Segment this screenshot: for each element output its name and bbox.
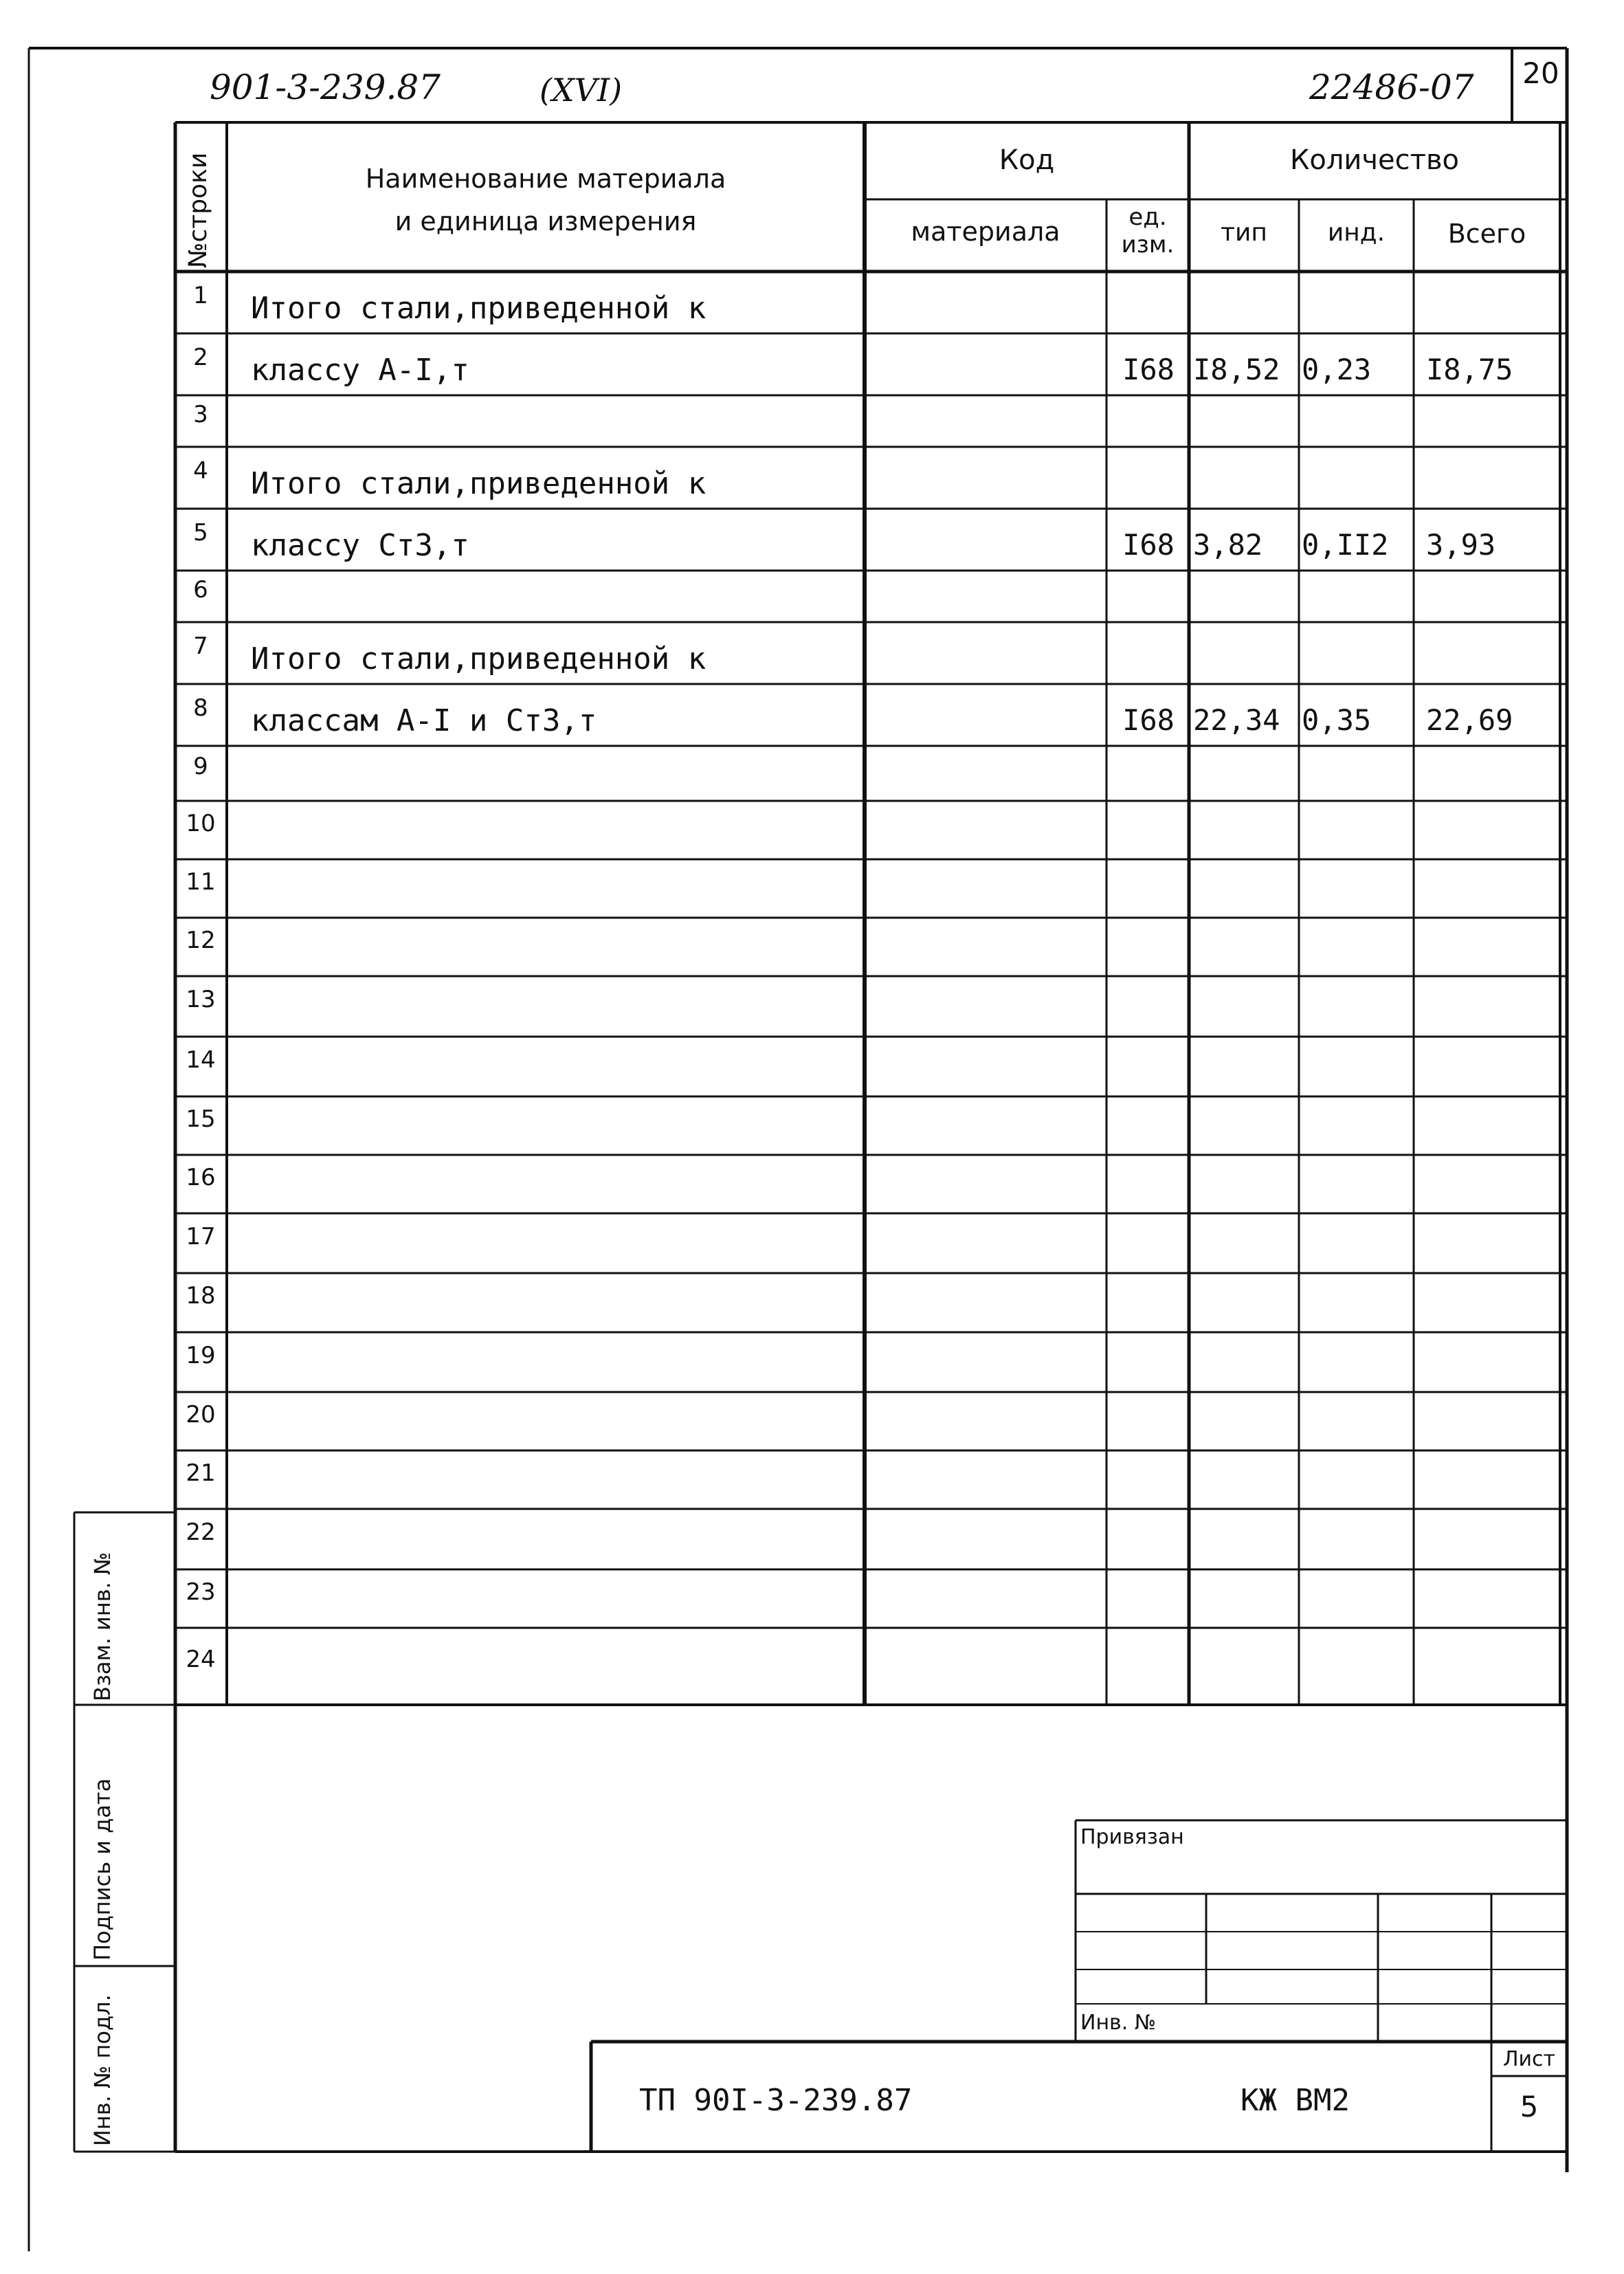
row-number: 9 <box>193 753 208 780</box>
row-name-cell: классам А-I и Ст3,т <box>251 703 597 738</box>
row-number: 18 <box>186 1282 216 1310</box>
table-row <box>175 1628 1567 1705</box>
row-qty-type-cell: 22,34 <box>1193 703 1280 737</box>
document-number: 901-3-239.87 <box>210 67 441 107</box>
row-number: 15 <box>186 1105 216 1133</box>
table-row <box>175 395 1567 447</box>
row-name-cell: Итого стали,приведенной к <box>251 641 707 676</box>
row-number: 4 <box>193 457 208 485</box>
row-number: 6 <box>193 575 208 604</box>
row-qty-total-cell: 3,93 <box>1426 528 1496 562</box>
row-number: 7 <box>193 632 208 660</box>
table-row <box>175 801 1567 859</box>
row-number: 5 <box>193 519 208 547</box>
table-row <box>175 571 1567 622</box>
table-row <box>175 1213 1567 1273</box>
col-header-qty-total: Всего <box>1447 219 1526 249</box>
row-number: 12 <box>186 926 216 954</box>
row-number: 8 <box>193 694 208 722</box>
page-number: 20 <box>1522 56 1559 90</box>
row-unit-cell: I68 <box>1122 353 1175 386</box>
row-qty-ind-cell: 0,35 <box>1302 703 1372 737</box>
row-number: 13 <box>186 986 216 1013</box>
table-row <box>175 1392 1567 1450</box>
row-qty-ind-cell: 0,23 <box>1302 353 1372 386</box>
col-header-name-line2: и единица измерения <box>394 206 697 236</box>
row-number: 22 <box>186 1519 216 1546</box>
table-row <box>175 1273 1567 1332</box>
row-qty-total-cell: I8,75 <box>1426 353 1513 386</box>
stamp-inv-no-label: Инв. № <box>1080 2011 1157 2035</box>
col-header-code-material: материала <box>911 217 1060 247</box>
table-row <box>175 918 1567 976</box>
stamp-bound-label: Привязан <box>1080 1825 1184 1849</box>
row-qty-ind-cell: 0,II2 <box>1302 528 1389 562</box>
table-row <box>175 859 1567 918</box>
row-unit-cell: I68 <box>1122 703 1175 737</box>
row-number: 2 <box>193 344 208 371</box>
col-header-name-line1: Наименование материала <box>365 164 726 194</box>
stamp-sheet-number: 5 <box>1520 2090 1539 2123</box>
col-header-qty-ind: инд. <box>1327 219 1386 247</box>
table-row <box>175 1155 1567 1213</box>
table-row <box>175 1569 1567 1628</box>
row-name-cell: Итого стали,приведенной к <box>251 291 707 326</box>
row-number: 1 <box>193 282 208 309</box>
row-qty-type-cell: I8,52 <box>1193 353 1280 386</box>
stamp-project-code: ТП 90I-3-239.87 <box>639 2083 913 2118</box>
row-name-cell: Итого стали,приведенной к <box>251 466 707 501</box>
row-qty-total-cell: 22,69 <box>1426 703 1513 737</box>
row-number: 19 <box>186 1341 216 1369</box>
table-row <box>175 1332 1567 1392</box>
side-stamp-signature-date: Подпись и дата <box>89 1778 115 1961</box>
row-unit-cell: I68 <box>1122 528 1175 562</box>
inventory-code: 22486-07 <box>1309 67 1474 107</box>
stamp-sheet-label: Лист <box>1502 2047 1556 2071</box>
table-row <box>175 746 1567 801</box>
table-row <box>175 1096 1567 1155</box>
row-number: 16 <box>186 1163 216 1191</box>
row-number: 20 <box>186 1400 216 1428</box>
stamp-mark: КЖ ВМ2 <box>1241 2083 1350 2118</box>
row-number: 17 <box>186 1222 216 1250</box>
table-row <box>175 1509 1567 1569</box>
row-number: 23 <box>186 1578 216 1606</box>
row-number: 24 <box>186 1646 216 1673</box>
row-number: 11 <box>186 868 216 896</box>
col-header-quantity: Количество <box>1289 144 1459 176</box>
row-number: 14 <box>186 1046 216 1074</box>
col-header-qty-type: тип <box>1221 219 1267 247</box>
document-suffix: (XVI) <box>540 71 623 109</box>
row-name-cell: классу А-I,т <box>251 353 469 388</box>
row-number: 10 <box>186 809 216 837</box>
side-stamp-inv-original: Инв. № подл. <box>89 1994 115 2146</box>
row-name-cell: классу Ст3,т <box>251 528 469 563</box>
side-stamp-replace-inv: Взам. инв. № <box>89 1552 115 1701</box>
col-header-code: Код <box>999 144 1055 176</box>
row-number: 21 <box>186 1459 216 1487</box>
table-row <box>175 1037 1567 1096</box>
row-number: 3 <box>193 400 208 428</box>
col-header-row-number: №строки <box>184 152 212 268</box>
col-header-code-unit: ед. изм. <box>1121 203 1175 258</box>
row-qty-type-cell: 3,82 <box>1193 528 1263 562</box>
table-row <box>175 976 1567 1037</box>
table-row <box>175 1450 1567 1509</box>
